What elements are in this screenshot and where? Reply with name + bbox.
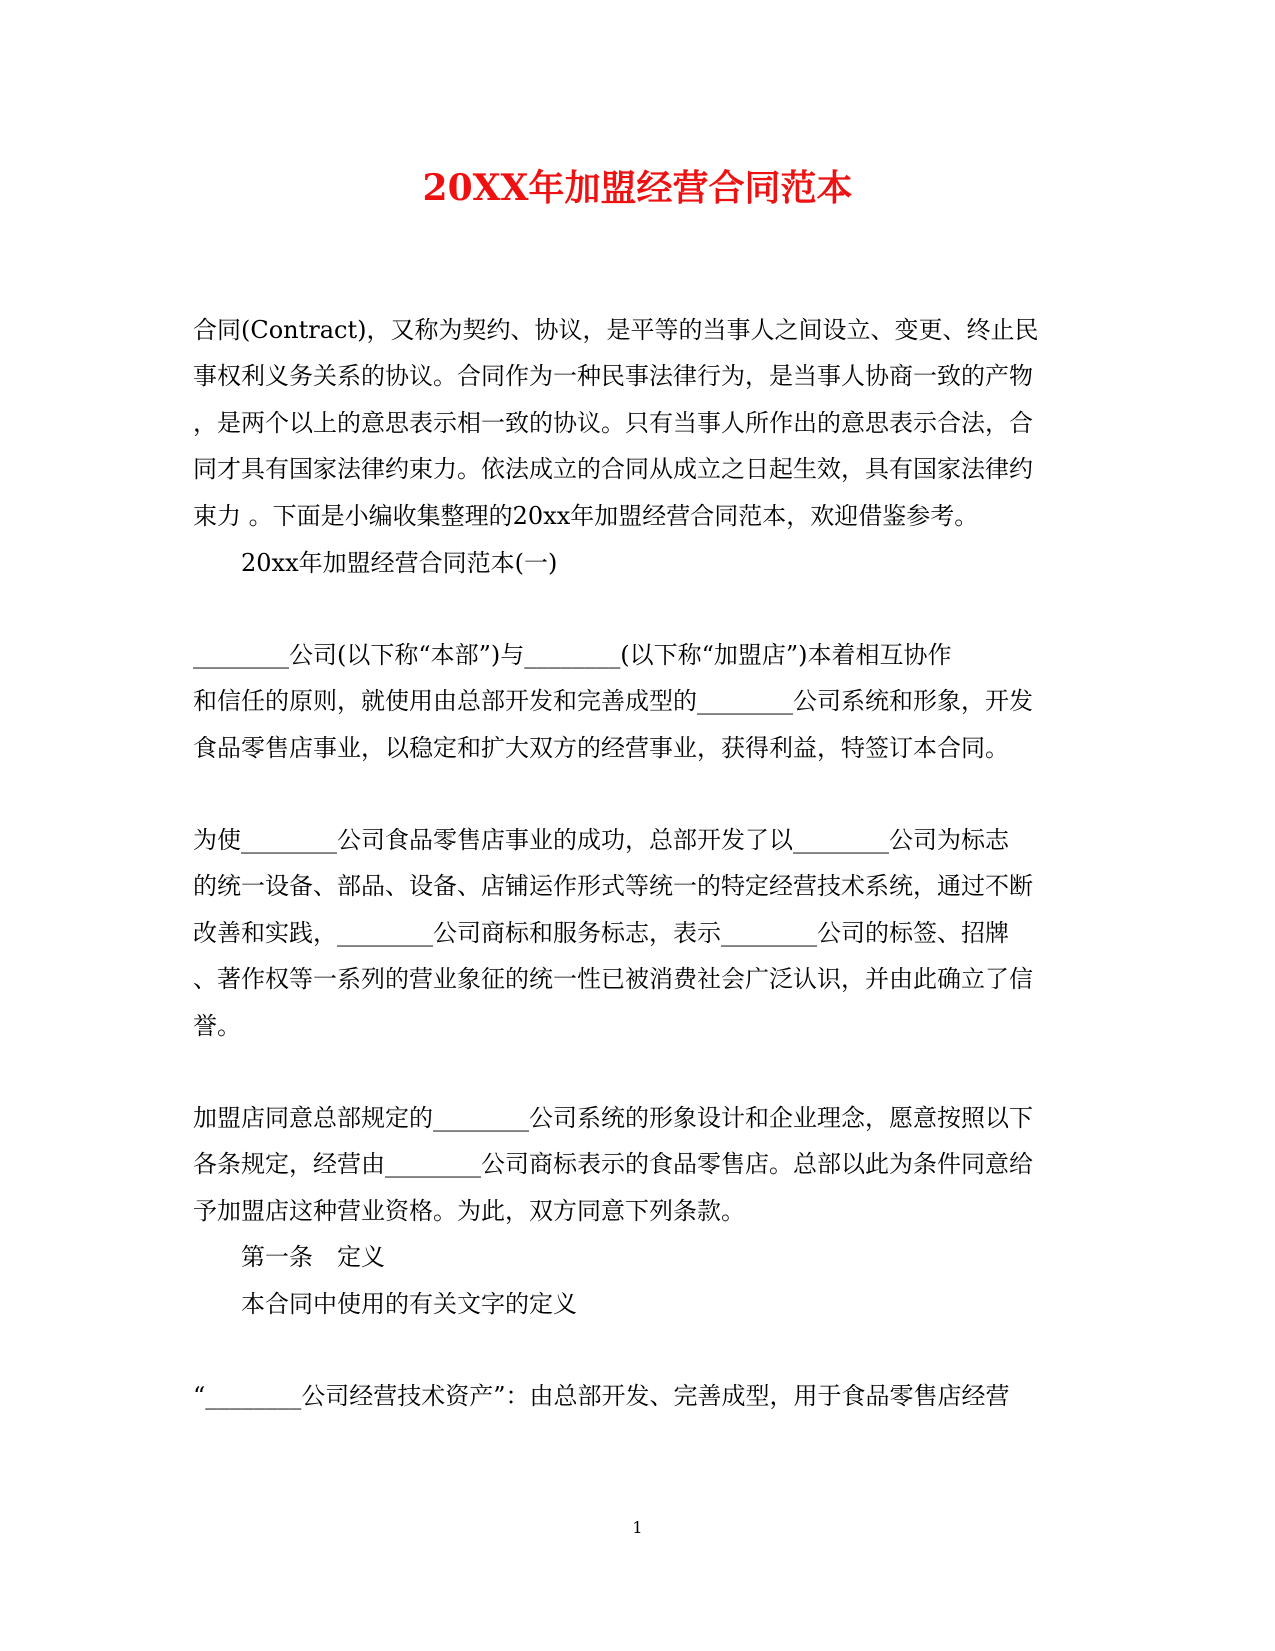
- body-line: 誉。: [193, 1012, 241, 1040]
- section-heading: 20xx年加盟经营合同范本(一): [241, 549, 558, 577]
- body-line: 本合同中使用的有关文字的定义: [241, 1290, 577, 1318]
- body-line: ，是两个以上的意思表示相一致的协议。只有当事人所作出的意思表示合法，合: [193, 409, 1033, 437]
- body-line: 各条规定，经营由________公司商标表示的食品零售店。总部以此为条件同意给: [193, 1150, 1033, 1178]
- page-number: 1: [632, 1518, 643, 1537]
- body-line: 合同(Contract)，又称为契约、协议，是平等的当事人之间设立、变更、终止民: [193, 316, 1039, 344]
- body-line: 束力 。下面是小编收集整理的20xx年加盟经营合同范本，欢迎借鉴参考。: [193, 502, 979, 530]
- body-line: 加盟店同意总部规定的________公司系统的形象设计和企业理念，愿意按照以下: [193, 1104, 1033, 1132]
- body-line: ________公司(以下称“本部”)与________(以下称“加盟店”)本着相互协作: [193, 641, 952, 669]
- body-line: 食品零售店事业，以稳定和扩大双方的经营事业，获得利益，特签订本合同。: [193, 734, 1009, 762]
- body-line: 予加盟店这种营业资格。为此，双方同意下列条款。: [193, 1197, 745, 1225]
- body-line: 和信任的原则，就使用由总部开发和完善成型的________公司系统和形象，开发: [193, 687, 1033, 715]
- body-line: “________公司经营技术资产”：由总部开发、完善成型，用于食品零售店经营: [193, 1382, 1010, 1410]
- article-heading: 第一条 定义: [241, 1243, 385, 1271]
- body-line: 为使________公司食品零售店事业的成功，总部开发了以________公司为标志: [193, 826, 1009, 854]
- document-title: 20XX年加盟经营合同范本: [422, 167, 853, 209]
- body-line: 、著作权等一系列的营业象征的统一性已被消费社会广泛认识，并由此确立了信: [193, 965, 1033, 993]
- body-line: 的统一设备、部品、设备、店铺运作形式等统一的特定经营技术系统，通过不断: [193, 872, 1033, 900]
- body-line: 事权利义务关系的协议。合同作为一种民事法律行为，是当事人协商一致的产物: [193, 362, 1033, 390]
- body-line: 同才具有国家法律约束力。依法成立的合同从成立之日起生效，具有国家法律约: [193, 455, 1033, 483]
- body-line: 改善和实践，________公司商标和服务标志，表示________公司的标签、招牌: [193, 919, 1009, 947]
